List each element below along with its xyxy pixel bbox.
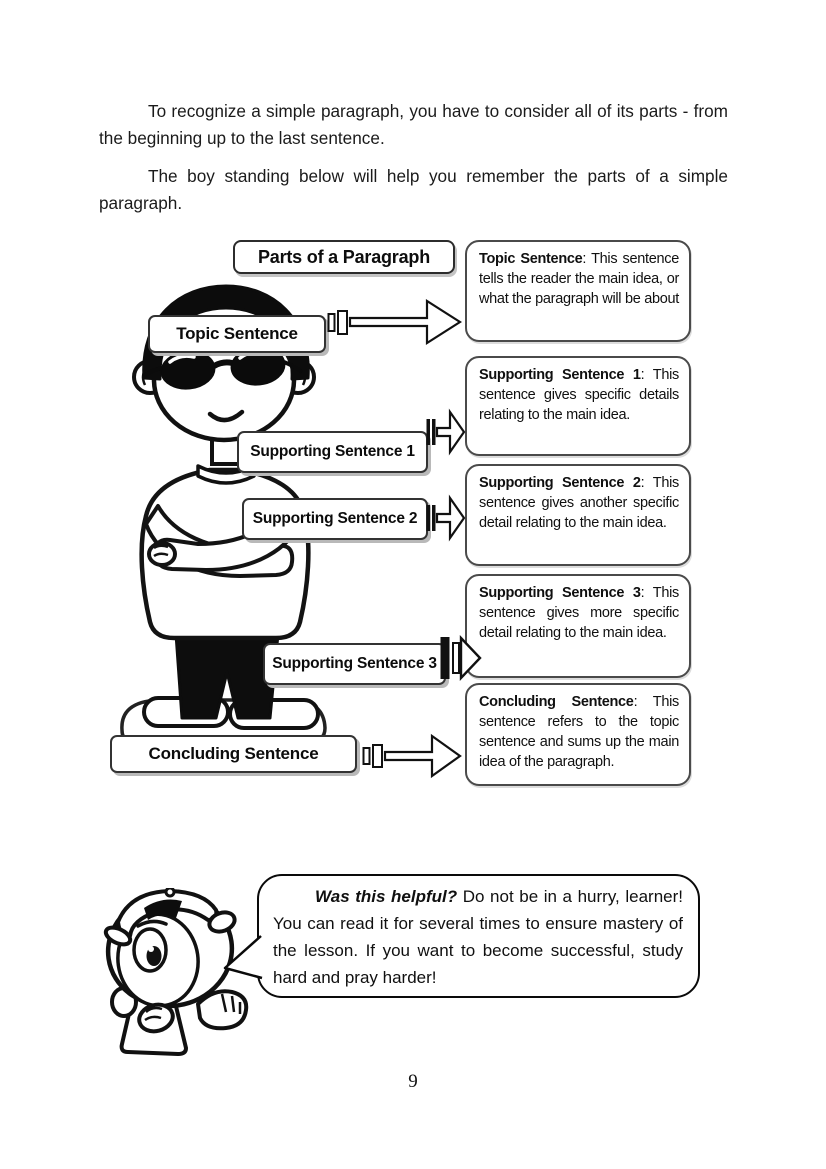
intro-paragraph-1: To recognize a simple paragraph, you have to consider all of its parts - from the beginning up to the last sentence. bbox=[99, 101, 728, 148]
label-topic-sentence: Topic Sentence bbox=[148, 315, 326, 353]
explanation-topic-label: Topic Sentence bbox=[479, 251, 583, 267]
intro-paragraph-2: The boy standing below will help you remember the parts of a simple paragraph. bbox=[99, 166, 728, 213]
arrow-topic-icon bbox=[327, 298, 462, 346]
arrow-supporting-2-icon bbox=[426, 492, 466, 544]
speech-bubble-text bbox=[273, 883, 683, 991]
explanation-ss1-label: Supporting Sentence 1 bbox=[479, 367, 641, 383]
arrow-supporting-3-icon bbox=[440, 634, 482, 684]
speech-bubble-tail bbox=[220, 932, 264, 984]
explanation-topic-sentence bbox=[465, 240, 691, 342]
diagram-title: Parts of a Paragraph bbox=[233, 240, 455, 274]
explanation-concluding-label: Concluding Sentence bbox=[479, 694, 634, 710]
speech-bubble bbox=[257, 874, 700, 998]
explanation-supporting-2 bbox=[465, 464, 691, 566]
label-supporting-sentence-2: Supporting Sentence 2 bbox=[242, 498, 428, 540]
arrow-concluding-icon bbox=[362, 733, 462, 779]
explanation-concluding-sentence bbox=[465, 683, 691, 786]
explanation-ss2-body: : This sentence gives another specific detail relating to the main idea. bbox=[479, 475, 679, 531]
label-supporting-sentence-1: Supporting Sentence 1 bbox=[237, 431, 428, 473]
explanation-topic-body: : This sentence tells the reader the main idea, or what the paragraph will be about bbox=[479, 251, 679, 307]
explanation-ss2-label: Supporting Sentence 2 bbox=[479, 475, 641, 491]
speech-bubble-body: Do not be in a hurry, learner! You can read it for several times to ensure mastery of the lesson. If you want to become successful, study hard and pray harder! bbox=[273, 887, 683, 987]
page-number: 9 bbox=[408, 1071, 418, 1092]
explanation-ss3-label: Supporting Sentence 3 bbox=[479, 585, 641, 601]
label-supporting-sentence-3: Supporting Sentence 3 bbox=[263, 643, 446, 685]
explanation-concluding-body: : This sentence refers to the topic sentence and sums up the main idea of the paragraph. bbox=[479, 694, 679, 770]
label-concluding-sentence: Concluding Sentence bbox=[110, 735, 357, 773]
speech-bubble-lead: Was this helpful? bbox=[315, 887, 458, 906]
arrow-supporting-1-icon bbox=[426, 406, 466, 458]
explanation-supporting-1 bbox=[465, 356, 691, 456]
explanation-supporting-3 bbox=[465, 574, 691, 678]
explanation-ss1-body: : This sentence gives specific details relating to the main idea. bbox=[479, 367, 679, 423]
explanation-ss3-body: : This sentence gives more specific detail relating to the main idea. bbox=[479, 585, 679, 641]
